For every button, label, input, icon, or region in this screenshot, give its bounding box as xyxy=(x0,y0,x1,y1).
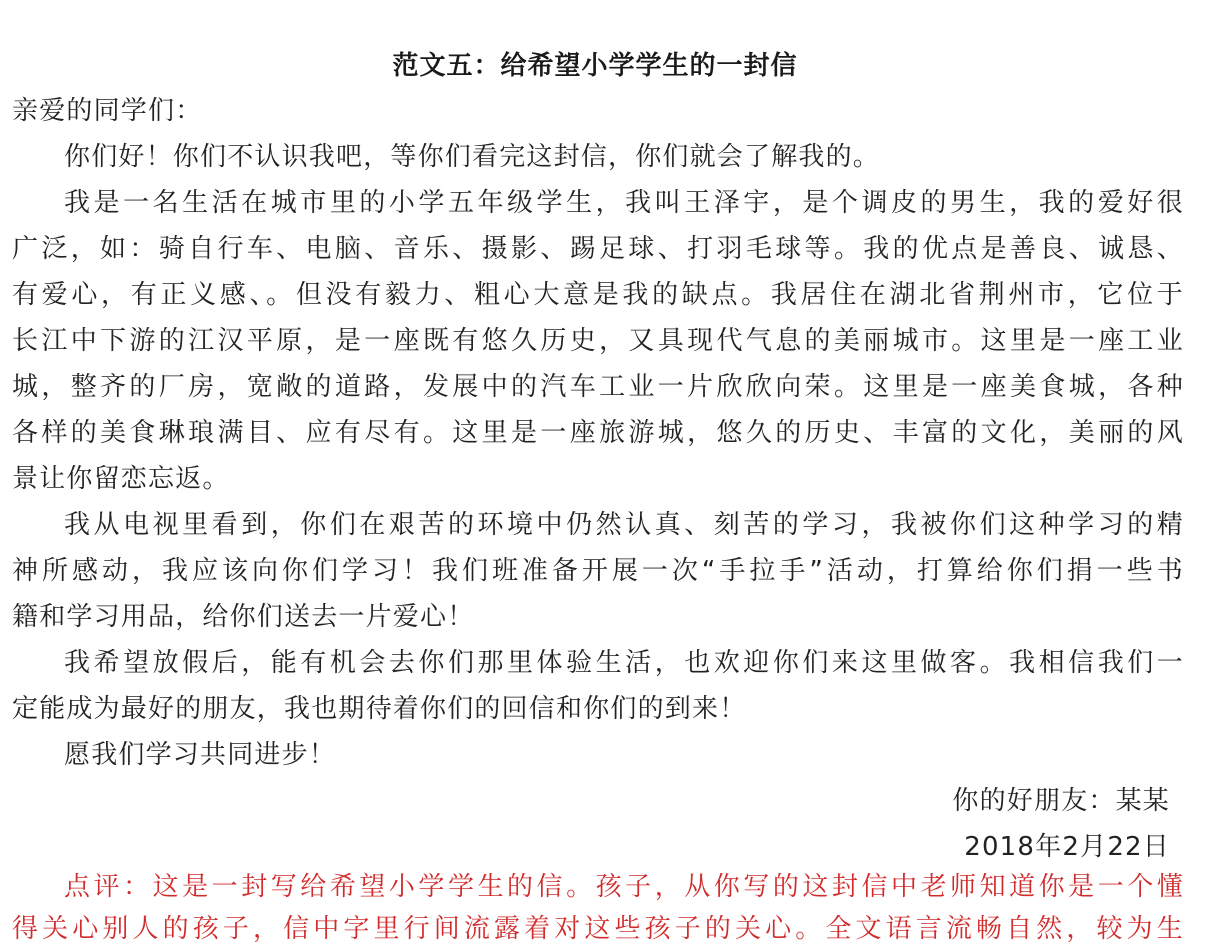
teacher-comment-line-1: 点评：这是一封写给希望小学学生的信。孩子，从你写的这封信中老师知道你是一个懂 xyxy=(64,872,1184,902)
paragraph-3-line-1: 我从电视里看到，你们在艰苦的环境中仍然认真、刻苦的学习，我被你们这种学习的精 xyxy=(64,510,1184,540)
paragraph-2-line-4: 长江中下游的江汉平原，是一座既有悠久历史，又具现代气息的美丽城市。这里是一座工业 xyxy=(12,326,1184,356)
paragraph-2-line-5: 城，整齐的厂房，宽敞的道路，发展中的汽车工业一片欣欣向荣。这里是一座美食城，各种 xyxy=(12,372,1184,402)
signature-date: 2018年2月22日 xyxy=(964,832,1170,862)
paragraph-2-line-6: 各样的美食琳琅满目、应有尽有。这里是一座旅游城，悠久的历史、丰富的文化，美丽的风 xyxy=(12,418,1184,448)
paragraph-4-line-2: 定能成为最好的朋友，我也期待着你们的回信和你们的到来！ xyxy=(12,694,747,724)
paragraph-2-line-7: 景让你留恋忘返。 xyxy=(12,464,230,494)
paragraph-4-line-1: 我希望放假后，能有机会去你们那里体验生活，也欢迎你们来这里做客。我相信我们一 xyxy=(64,648,1184,678)
letter-greeting: 亲爱的同学们： xyxy=(12,96,203,126)
paragraph-5-line-1: 愿我们学习共同进步！ xyxy=(64,740,337,770)
paragraph-2-line-1: 我是一名生活在城市里的小学五年级学生，我叫王泽宇，是个调皮的男生，我的爱好很 xyxy=(64,188,1184,218)
paragraph-3-line-3: 籍和学习用品，给你们送去一片爱心！ xyxy=(12,602,475,632)
paragraph-1-line-1: 你们好！你们不认识我吧，等你们看完这封信，你们就会了解我的。 xyxy=(64,142,881,172)
paragraph-2-line-2: 广泛，如：骑自行车、电脑、音乐、摄影、踢足球、打羽毛球等。我的优点是善良、诚恳、 xyxy=(12,234,1184,264)
paragraph-2-line-3: 有爱心，有正义感、。但没有毅力、粗心大意是我的缺点。我居住在湖北省荆州市，它位于 xyxy=(12,280,1184,310)
paragraph-3-line-2: 神所感动，我应该向你们学习！我们班准备开展一次“手拉手”活动，打算给你们捐一些书 xyxy=(12,556,1184,586)
signature-name: 你的好朋友：某某 xyxy=(952,786,1170,816)
letter-title: 范文五：给希望小学学生的一封信 xyxy=(392,51,798,81)
teacher-comment-line-2: 得关心别人的孩子，信中字里行间流露着对这些孩子的关心。全文语言流畅自然，较为生 xyxy=(12,914,1184,944)
